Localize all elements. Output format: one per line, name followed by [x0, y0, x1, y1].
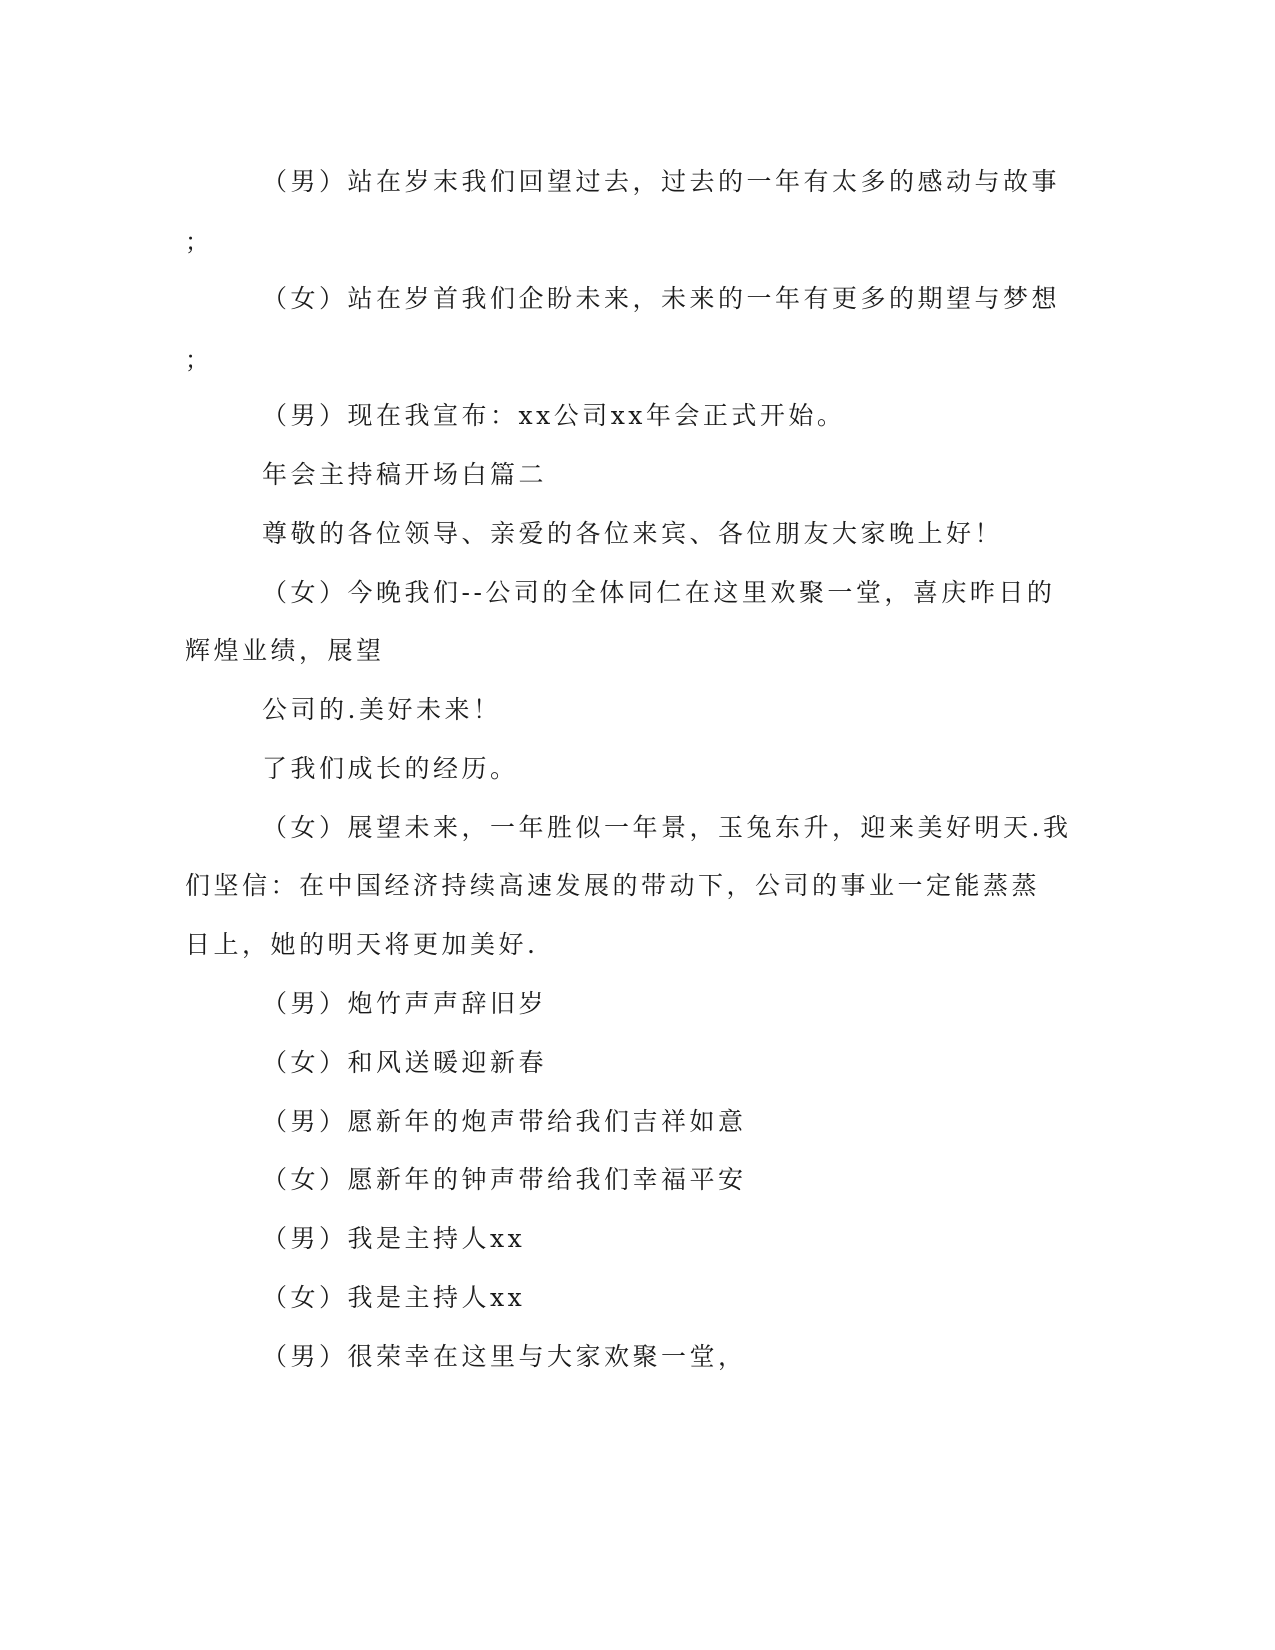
paragraph-line: 公司的.美好未来！: [262, 695, 502, 724]
paragraph-line: （男）我是主持人xx: [262, 1224, 526, 1253]
paragraph-line: （男）现在我宣布：xx公司xx年会正式开始。: [262, 401, 846, 430]
paragraph-line: （女）我是主持人xx: [262, 1283, 526, 1312]
paragraph-line: （女）展望未来，一年胜似一年景，玉兔东升，迎来美好明天.我: [262, 813, 1072, 842]
paragraph-line: 辉煌业绩，展望: [185, 636, 385, 665]
paragraph-line: （男）站在岁末我们回望过去，过去的一年有太多的感动与故事: [262, 167, 1061, 196]
paragraph-line: 了我们成长的经历。: [262, 754, 519, 783]
paragraph-line: ；: [185, 346, 213, 374]
paragraph-line: （男）炮竹声声辞旧岁: [262, 989, 548, 1018]
paragraph-line: （女）愿新年的钟声带给我们幸福平安: [262, 1165, 747, 1194]
paragraph-line: 们坚信：在中国经济持续高速发展的带动下，公司的事业一定能蒸蒸: [185, 871, 1041, 900]
paragraph-line: （女）今晚我们--公司的全体同仁在这里欢聚一堂，喜庆昨日的: [262, 578, 1056, 607]
paragraph-line: （女）和风送暖迎新春: [262, 1048, 548, 1077]
paragraph-line: 尊敬的各位领导、亲爱的各位来宾、各位朋友大家晚上好！: [262, 519, 1004, 548]
paragraph-line: （男）愿新年的炮声带给我们吉祥如意: [262, 1107, 747, 1136]
paragraph-line: 日上，她的明天将更加美好.: [185, 930, 539, 959]
section-heading: 年会主持稿开场白篇二: [262, 460, 548, 489]
paragraph-line: （男）很荣幸在这里与大家欢聚一堂，: [262, 1342, 747, 1371]
paragraph-line: （女）站在岁首我们企盼未来，未来的一年有更多的期望与梦想: [262, 284, 1061, 313]
paragraph-line: ；: [185, 228, 213, 256]
